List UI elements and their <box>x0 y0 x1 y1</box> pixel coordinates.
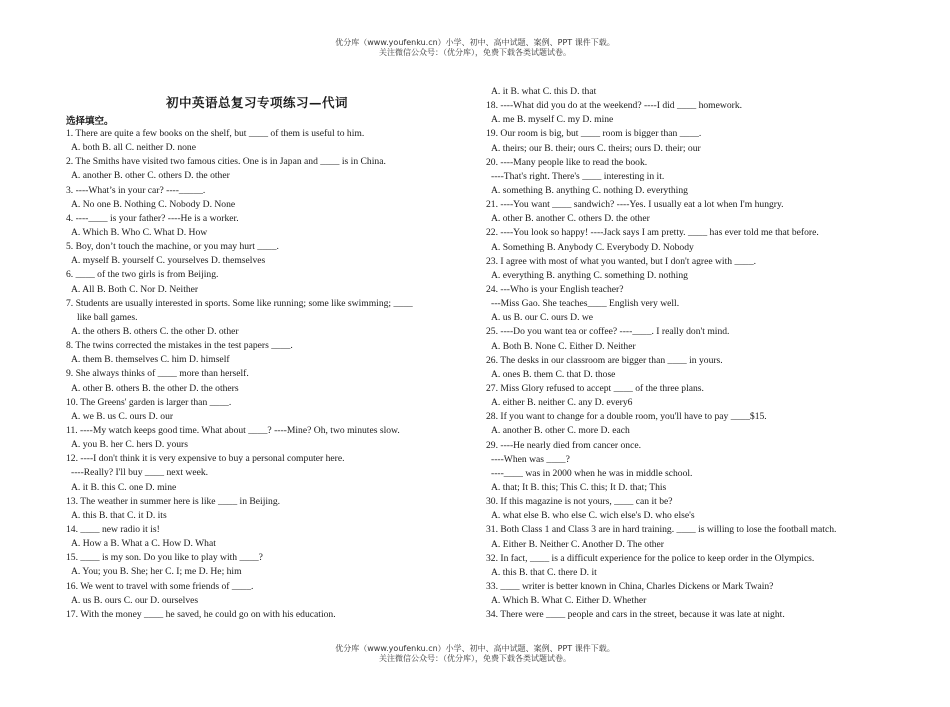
question-text: 8. The twins corrected the mistakes in the test papers ____. <box>66 340 293 352</box>
question-text: 26. The desks in our classroom are bigger than ____ in yours. <box>486 354 723 366</box>
question-text: 34. There were ____ people and cars in the street, because it was late at night. <box>486 609 785 621</box>
answer-options: A. Something B. Anybody C. Everybody D. Nobody <box>491 241 694 253</box>
question-continuation: like ball games. <box>77 311 138 323</box>
question-text: 3. ----What’s in your car? ----_____. <box>66 184 206 196</box>
answer-options: A. that; It B. this; This C. this; It D. that; This <box>491 481 667 493</box>
question-text: 22. ----You look so happy! ----Jack says I am pretty. ____ has ever told me that before. <box>486 227 819 239</box>
answer-options: A. us B. ours C. our D. ourselves <box>71 594 199 606</box>
question-text: 15. ____ is my son. Do you like to play with ____? <box>66 552 263 564</box>
question-text: 32. In fact, ____ is a difficult experience for the police to keep order in the Olympics. <box>486 552 815 564</box>
question-text: 11. ----My watch keeps good time. What about ____? ----Mine? Oh, two minutes slow. <box>66 424 400 436</box>
question-text: 10. The Greens' garden is larger than ____. <box>66 396 232 408</box>
answer-options: A. Which B. What C. Either D. Whether <box>491 595 647 607</box>
right-question-list <box>486 85 906 622</box>
answer-options: A. both B. all C. neither D. none <box>71 142 196 154</box>
question-text: 5. Boy, don’t touch the machine, or you may hurt ____. <box>66 241 279 253</box>
left-question-list <box>66 127 471 622</box>
answer-options: A. Which B. Who C. What D. How <box>71 226 208 238</box>
answer-options: A. Both B. None C. Either D. Neither <box>491 340 636 352</box>
answer-options: A. this B. that C. there D. it <box>491 566 597 578</box>
question-text: 28. If you want to change for a double room, you'll have to pay ____$15. <box>486 411 767 423</box>
question-text: 29. ----He nearly died from cancer once. <box>486 439 642 451</box>
answer-options: A. another B. other C. more D. each <box>491 425 630 437</box>
page-title: 初中英语总复习专项练习—代词 <box>166 95 349 110</box>
question-text: 13. The weather in summer here is like ____ in Beijing. <box>66 495 281 507</box>
answer-options: A. it B. this C. one D. mine <box>71 481 177 493</box>
question-text: 31. Both Class 1 and Class 3 are in hard training. ____ is willing to lose the football match. <box>486 524 837 536</box>
section-heading: 选择填空。 <box>66 116 114 127</box>
question-text: 4. ----____ is your father? ----He is a worker. <box>66 212 239 224</box>
footer-line-1: 优分库（www.youfenku.cn）小学、初中、高中试题、案例、PPT 课件下载。 <box>335 644 615 653</box>
question-text: 25. ----Do you want tea or coffee? ----____. I really don't mind. <box>486 326 730 338</box>
answer-options: A. this B. that C. it D. its <box>71 509 167 521</box>
question-text: 1. There are quite a few books on the shelf, but ____ of them is useful to him. <box>66 128 365 139</box>
question-text: 12. ----I don't think it is very expensive to buy a personal computer here. <box>66 453 345 465</box>
answer-options: ----That's right. There's ____ interesting in it. <box>491 170 665 182</box>
question-text: 7. Students are usually interested in sports. Some like running; some like swimming; ____ <box>66 297 413 309</box>
question-text: 27. Miss Glory refused to accept ____ of the three plans. <box>486 382 704 394</box>
question-text: 23. I agree with most of what you wanted, but I don't agree with ____. <box>486 255 757 267</box>
answer-options: A. All B. Both C. Nor D. Neither <box>71 283 199 295</box>
question-text: 24. ---Who is your English teacher? <box>486 283 624 295</box>
answer-options: ----Really? I'll buy ____ next week. <box>71 467 209 479</box>
answer-options: A. what else B. who else C. wich else's D. who else's <box>491 510 695 522</box>
question-text: 21. ----You want ____ sandwich? ----Yes. I usually eat a lot when I'm hungry. <box>486 199 784 211</box>
answer-options: A. the others B. others C. the other D. other <box>71 325 239 337</box>
answer-options: ----When was ____? <box>491 453 570 465</box>
question-text: 16. We went to travel with some friends of ____. <box>66 580 254 592</box>
answer-options: A. we B. us C. ours D. our <box>71 410 174 422</box>
question-text: 17. With the money ____ he saved, he could go on with his education. <box>66 608 336 620</box>
page-footer <box>0 644 950 664</box>
question-text: 6. ____ of the two girls is from Beijing. <box>66 269 219 281</box>
page-header <box>0 38 950 58</box>
answer-options: A. myself B. yourself C. yourselves D. themselves <box>71 255 266 267</box>
question-text: 19. Our room is big, but ____ room is bigger than ____. <box>486 128 702 140</box>
answer-options: A. me B. myself C. my D. mine <box>491 114 614 126</box>
answer-options: A. them B. themselves C. him D. himself <box>71 354 230 366</box>
question-text: 9. She always thinks of ____ more than herself. <box>66 368 249 380</box>
answer-options: ----____ was in 2000 when he was in middle school. <box>491 467 693 479</box>
answer-options: A. theirs; our B. their; ours C. theirs; ours D. their; our <box>491 142 701 154</box>
answer-options: A. You; you B. She; her C. I; me D. He; him <box>71 566 242 578</box>
answer-options: A. everything B. anything C. something D. nothing <box>491 269 688 281</box>
answer-options: A. ones B. them C. that D. those <box>491 368 616 380</box>
header-line-1: 优分库（www.youfenku.cn）小学、初中、高中试题、案例、PPT 课件下载。 <box>335 38 615 47</box>
answer-options: A. How a B. What a C. How D. What <box>71 538 216 550</box>
question-text: 18. ----What did you do at the weekend? ----I did ____ homework. <box>486 100 743 112</box>
answer-options: A. us B. our C. ours D. we <box>491 312 594 324</box>
answer-options: A. other B. others B. the other D. the others <box>71 382 239 394</box>
question-text: 33. ____ writer is better known in China, Charles Dickens or Mark Twain? <box>486 580 774 592</box>
question-text: 14. ____ new radio it is! <box>66 523 160 535</box>
answer-options: A. Either B. Neither C. Another D. The other <box>491 538 665 550</box>
answer-options: A. other B. another C. others D. the other <box>491 213 650 225</box>
answer-options: A. you B. her C. hers D. yours <box>71 439 188 451</box>
answer-options: ---Miss Gao. She teaches____ English very well. <box>491 298 680 310</box>
answer-options: A. something B. anything C. nothing D. everything <box>491 184 688 196</box>
answer-options: A. No one B. Nothing C. Nobody D. None <box>71 198 236 210</box>
header-line-2: 关注微信公众号：（优分库），免费下载各类试题试卷。 <box>379 48 571 57</box>
question-text: 2. The Smiths have visited two famous cities. One is in Japan and ____ is in China. <box>66 156 386 168</box>
answer-options: A. either B. neither C. any D. every6 <box>491 397 633 409</box>
answer-options: A. another B. other C. others D. the other <box>71 170 230 182</box>
answer-options: A. it B. what C. this D. that <box>491 86 597 97</box>
question-text: 20. ----Many people like to read the book. <box>486 156 648 168</box>
question-text: 30. If this magazine is not yours, ____ can it be? <box>486 496 673 508</box>
footer-line-2: 关注微信公众号：（优分库），免费下载各类试题试卷。 <box>379 654 571 663</box>
